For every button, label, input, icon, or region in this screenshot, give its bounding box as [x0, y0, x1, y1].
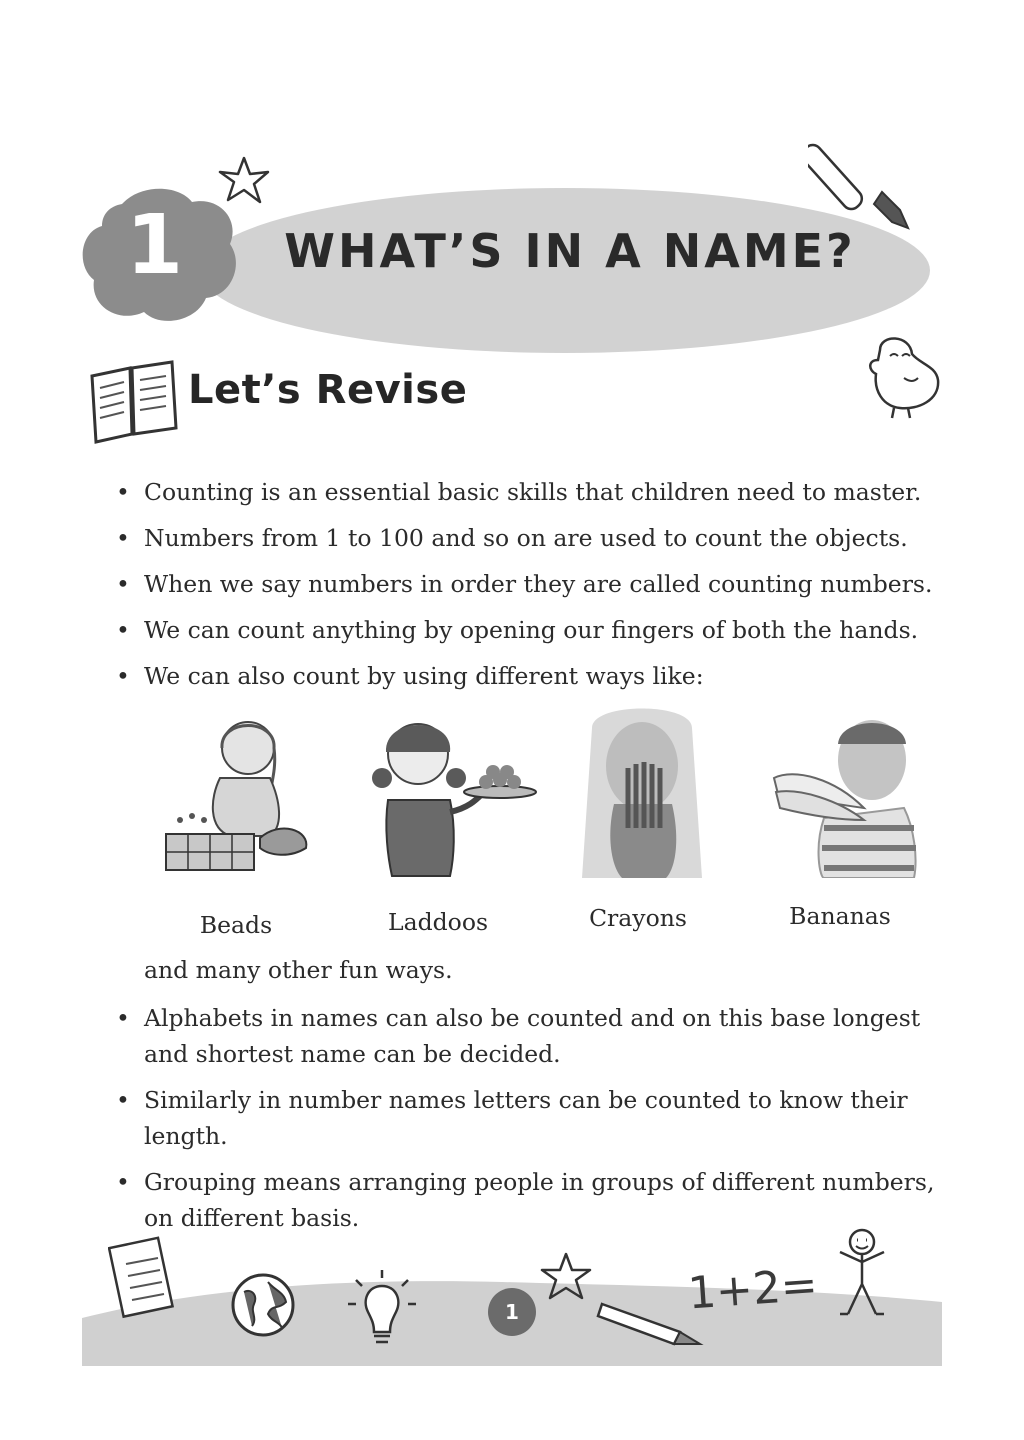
section-title: Let’s Revise [188, 367, 468, 413]
math-equation-doodle: 1+2= [686, 1259, 820, 1320]
stick-figure-doodle-icon [830, 1226, 894, 1322]
list-item: • When we say numbers in order they are called counting numbers. [114, 566, 954, 602]
picture-caption: Crayons [589, 904, 687, 932]
page-number: 1 [488, 1288, 536, 1336]
girl-with-crayons-photo [562, 708, 722, 878]
girl-with-beads-illustration [160, 708, 320, 878]
list-item: • Similarly in number names letters can be counted to know their length. [114, 1082, 954, 1154]
lightbulb-doodle-icon [344, 1266, 420, 1354]
notepad-doodle-icon [108, 1234, 176, 1320]
list-item: • We can also count by using different ways like: [114, 658, 954, 694]
list-item: • Grouping means arranging people in groups of different numbers, on different basis. [114, 1164, 954, 1236]
bird-doodle-icon [860, 330, 950, 422]
continuation-text: and many other fun ways. [144, 956, 453, 984]
revision-points-list [114, 474, 954, 704]
open-book-icon [88, 348, 180, 448]
globe-doodle-icon [228, 1270, 298, 1340]
paintbrush-doodle-icon [808, 128, 918, 240]
star-doodle-icon [540, 1250, 596, 1306]
list-item: • We can count anything by opening our fingers of both the hands. [114, 612, 954, 648]
star-doodle-icon [214, 154, 284, 206]
chapter-title: WHAT’S IN A NAME? [284, 224, 856, 278]
picture-caption: Beads [199, 911, 273, 939]
list-item: • Alphabets in names can also be counted and on this base longest and shortest name can be decided. [114, 1000, 954, 1072]
picture-caption: Bananas [789, 902, 891, 930]
revision-points-list-continued [114, 1000, 954, 1246]
boy-with-bananas-photo [764, 708, 924, 878]
chapter-number: 1 [125, 198, 184, 293]
girl-with-laddoos-illustration [358, 708, 538, 878]
list-item: • Counting is an essential basic skills that children need to master. [114, 474, 954, 510]
picture-caption: Laddoos [387, 908, 489, 936]
list-item: • Numbers from 1 to 100 and so on are used to count the objects. [114, 520, 954, 556]
